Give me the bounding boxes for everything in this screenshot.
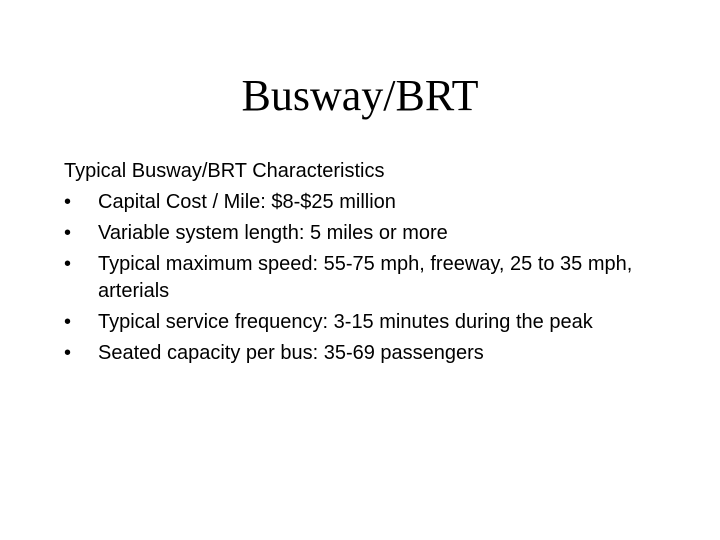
bullet-icon: • xyxy=(64,311,72,333)
bullet-icon: • xyxy=(64,222,72,244)
bullet-text: Capital Cost / Mile: $8-$25 million xyxy=(98,191,396,213)
bullet-text: Seated capacity per bus: 35-69 passengers xyxy=(98,342,484,364)
slide-title: Busway/BRT xyxy=(241,71,479,120)
bullet-item xyxy=(64,220,664,247)
slide-content xyxy=(64,158,664,371)
bullet-icon: • xyxy=(64,253,72,275)
bullet-icon: • xyxy=(64,342,72,364)
subheading: Typical Busway/BRT Characteristics xyxy=(64,160,385,182)
bullet-icon: • xyxy=(64,191,72,213)
bullet-text: Typical maximum speed: 55-75 mph, freeway, 25 to 35 mph, arterials xyxy=(98,253,633,302)
bullet-item xyxy=(64,251,664,305)
bullet-list xyxy=(64,189,664,367)
bullet-text: Typical service frequency: 3-15 minutes during the peak xyxy=(98,311,593,333)
bullet-item xyxy=(64,189,664,216)
bullet-item xyxy=(64,340,664,367)
bullet-text: Variable system length: 5 miles or more xyxy=(98,222,448,244)
bullet-item xyxy=(64,309,664,336)
